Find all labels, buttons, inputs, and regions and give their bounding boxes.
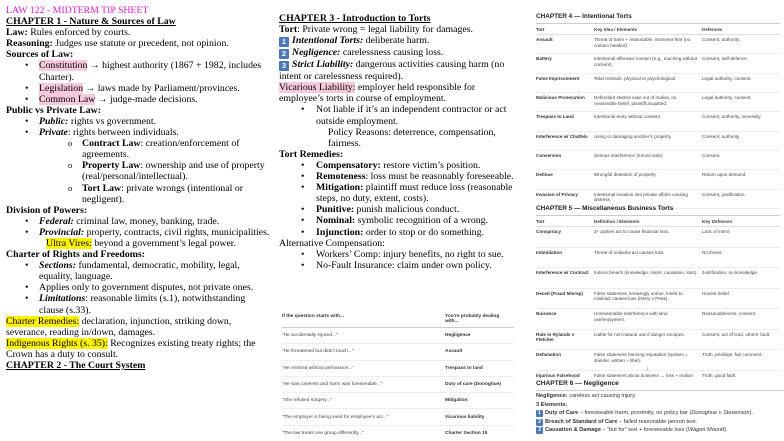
chapter-1-column xyxy=(0,0,272,441)
table-cell: Consent, authority, necessity. xyxy=(702,114,762,120)
column-header: Key Idea / Elements xyxy=(594,26,638,32)
list-item: • Constitution → highest authority (1867 + 1982, includes Charter). xyxy=(6,60,272,82)
table-row xyxy=(536,309,780,330)
chapter-1-heading: CHAPTER 1 - Nature & Sources of Law xyxy=(6,16,176,28)
charter-list xyxy=(6,260,272,315)
table-cell: “He was careless and harm was foreseeable...” xyxy=(282,382,383,388)
table-cell: Legal authority, consent. xyxy=(702,75,752,81)
table-cell: Assault xyxy=(445,349,463,355)
table-cell: Vicarious liability xyxy=(445,414,485,420)
table-cell: Consent, justification. xyxy=(702,191,746,197)
page-title: LAW 122 - MIDTERM TIP SHEET xyxy=(6,5,149,16)
table-cell: Reasonableness, consent. xyxy=(702,311,757,317)
table-cell: “The employer is being sued for employee’s act...” xyxy=(282,414,389,420)
table-cell: Intentional offensive contact (e.g., touching without consent). xyxy=(594,56,698,68)
table-cell: Intentional entry without consent. xyxy=(594,114,662,120)
table-cell: Legal authority, consent. xyxy=(702,95,752,101)
table-cell: Mitigation xyxy=(445,398,468,404)
table-body xyxy=(536,227,780,391)
table-cell: Unreasonable interference with land use/enjoyment. xyxy=(594,311,668,322)
column-header: You’re probably dealing with... xyxy=(445,314,500,324)
law-definition: Law: Rules enforced by courts. xyxy=(6,27,131,39)
table-cell: Induce breach (knowledge, intent, causation, loss). xyxy=(594,270,698,276)
table-row xyxy=(536,54,780,73)
table-cell: Negligence xyxy=(445,333,471,339)
table-row xyxy=(536,289,780,310)
keycap-number-icon: 1 xyxy=(536,410,543,417)
table-row xyxy=(536,74,780,93)
table-row xyxy=(536,151,780,170)
table-cell: Intimidation xyxy=(536,249,563,255)
table-cell: Liable for non-natural use if danger escapes. xyxy=(594,331,685,337)
table-cell: Defamation xyxy=(536,352,562,358)
list-item: • Legislation → laws made by Parliament/provinces. xyxy=(6,83,272,94)
chevron-down-icon: ↓ xyxy=(646,366,649,372)
tort-type-2: 2 Negligence: carelessness causing loss. xyxy=(279,47,520,59)
table-cell: Wrongful detention of property. xyxy=(594,172,657,178)
public-private-list xyxy=(6,116,272,205)
table-row xyxy=(282,361,514,377)
column-header: Tort xyxy=(536,26,545,32)
column-header: Definition / Elements xyxy=(594,218,640,224)
table-row xyxy=(282,426,514,441)
table-cell: “She refused surgery...” xyxy=(282,398,333,404)
table-row xyxy=(536,170,780,189)
vicarious-liability: Vicarious Liability: employer held responsible for employee’s torts in course of employment. xyxy=(279,82,476,105)
table-row xyxy=(536,132,780,151)
question-pattern-table xyxy=(282,314,514,441)
table-cell: “He threatened but didn’t touch...” xyxy=(282,349,354,355)
tort-definition: Tort: Private wrong = legal liability for damages. xyxy=(279,24,473,36)
element-2: 2 Breach of Standard of Care – failed reasonable person test. xyxy=(536,418,784,426)
table-cell: Consent, authority. xyxy=(702,37,741,43)
table-cell: Serious interference (forced sale). xyxy=(594,152,664,158)
table-row xyxy=(536,112,780,131)
list-item: • Remoteness: loss must be reasonably foreseeable. xyxy=(279,171,520,182)
table-cell: Nuisance xyxy=(536,311,557,317)
list-item: • Limitations: reasonable limits (s.1), notwithstanding clause (s.33). xyxy=(6,293,272,315)
column-header: Defences xyxy=(702,26,723,32)
elements-heading: 3 Elements: xyxy=(536,401,568,408)
table-cell: Threat of unlawful act causes loss. xyxy=(594,249,665,255)
list-item: • Injunction: order to stop or do something. xyxy=(279,227,520,238)
table-cell: False statement about business → loss + malice. xyxy=(594,372,694,378)
list-item: • Applies only to government disputes, not private ones. xyxy=(6,282,272,293)
table-cell: “He entered without permission...” xyxy=(282,365,354,371)
table-body xyxy=(536,35,780,209)
alt-comp-heading: Alternative Compensation: xyxy=(279,237,385,249)
remedies-list xyxy=(279,160,520,238)
public-private-heading: Public vs Private Law: xyxy=(6,104,101,116)
table-cell: Invasion of Privacy xyxy=(536,191,578,197)
reasoning-definition: Reasoning: Judges use statute or precedent, not opinion. xyxy=(6,38,229,50)
keycap-number-icon: 2 xyxy=(279,49,289,59)
table-cell: Truth, good faith. xyxy=(702,372,737,378)
table-cell: Conspiracy xyxy=(536,229,562,235)
list-item: • Compensatory: restore victim’s position. xyxy=(279,160,520,171)
list-item: • Provincial: property, contracts, civil rights, municipalities. xyxy=(6,227,272,238)
table-cell: Injurious Falsehood xyxy=(536,372,580,378)
table-row xyxy=(536,350,780,371)
list-item: • Not liable if it’s an independent contractor or act outside employment. xyxy=(279,104,520,126)
table-cell: Intentional invasion into private affairs causing distress. xyxy=(594,191,688,203)
table-cell: Charter Section 15 xyxy=(445,430,488,436)
chapter-5-table xyxy=(536,206,780,391)
table-cell: Trespass to land xyxy=(445,365,483,371)
ultra-vires-note: Ultra Vires: beyond a government’s legal power. xyxy=(46,237,236,249)
list-item: • Common Law → judge-made decisions. xyxy=(6,94,272,105)
list-item: • No-Fault Insurance: claim under own policy. xyxy=(279,260,520,271)
sources-list xyxy=(6,60,272,104)
column-header: If the question starts with... xyxy=(282,314,345,319)
table-cell: False Imprisonment xyxy=(536,75,580,81)
table-cell: False statement, knowingly untrue, intent to mislead, causes loss (Derry v Peek). xyxy=(594,290,683,302)
element-3: 3 Causation & Damage – “but for” test + foreseeable loss (Wagon Mound). xyxy=(536,426,784,434)
list-item: • Federal: criminal law, money, banking, trade. xyxy=(6,216,272,227)
tort-type-3: 3 Strict Liability: dangerous activities causing harm (no intent or carelessness required). xyxy=(279,59,505,83)
tort-type-1: 1 Intentional Torts: deliberate harm. xyxy=(279,35,520,47)
table-row xyxy=(282,409,514,425)
table-cell: Lack of intent. xyxy=(702,229,731,235)
division-powers-list xyxy=(6,216,272,238)
keycap-number-icon: 2 xyxy=(536,419,543,426)
table-cell: Assault xyxy=(536,37,553,43)
table-header xyxy=(536,216,780,228)
list-item: • Mitigation: plaintiff must reduce loss (reasonable steps, no duty, extent, costs). xyxy=(279,182,520,204)
list-item: • Punitive: punish malicious conduct. xyxy=(279,204,520,215)
list-item: • Workers’ Comp: injury benefits, no right to sue. xyxy=(279,249,520,260)
chapter-6-section xyxy=(536,380,784,434)
chapter-6-heading: CHAPTER 6 — Negligence xyxy=(536,380,784,391)
chapter-4-heading: CHAPTER 4 — Intentional Torts xyxy=(536,14,780,24)
table-row xyxy=(536,268,780,289)
list-item: • Public: rights vs government. xyxy=(6,116,272,127)
sources-heading: Sources of Law: xyxy=(6,49,74,61)
alt-comp-list xyxy=(279,249,520,271)
charter-heading: Charter of Rights and Freedoms: xyxy=(6,249,145,261)
indigenous-rights: Indigenous Rights (s. 35): Recognizes existing treaty rights; the Crown has a duty to consult. xyxy=(6,337,256,360)
tables-column xyxy=(522,0,784,441)
question-rows xyxy=(282,328,514,441)
charter-remedies: Charter Remedies: declaration, injunction, striking down, severance, reading in/down, damages. xyxy=(6,315,232,338)
table-cell: “He accidentally injured...” xyxy=(282,333,338,339)
table-header xyxy=(536,24,780,36)
chapter-5-heading: CHAPTER 5 — Miscellaneous Business Torts xyxy=(536,206,780,216)
table-cell: No threat. xyxy=(702,249,723,255)
division-powers-heading: Division of Powers: xyxy=(6,204,88,216)
list-item: • Nominal: symbolic recognition of a wrong. xyxy=(279,215,520,226)
table-cell: Rule in Rylands v Fletcher xyxy=(536,331,575,343)
table-row xyxy=(282,393,514,409)
table-cell: Threat of harm + reasonable, imminent fear (no contact needed). xyxy=(594,37,691,48)
table-cell: Defendant started case out of malice, no reasonable belief, plaintiff acquitted. xyxy=(594,95,677,106)
keycap-number-icon: 3 xyxy=(536,427,543,434)
table-cell: Consent, authority. xyxy=(702,133,741,139)
table-cell: Total restraint, physical or psychological. xyxy=(594,75,677,81)
chapter-2-heading: CHAPTER 2 - The Court System xyxy=(6,360,146,371)
list-item: o Contract Law: creation/enforcement of agreements. xyxy=(6,138,272,160)
table-row xyxy=(536,35,780,54)
table-cell: Consent. xyxy=(702,152,721,158)
table-cell: Interference w/ Contract xyxy=(536,270,589,276)
column-header: Key Defences xyxy=(702,218,733,224)
table-header xyxy=(282,314,514,328)
list-item: • Sections: fundamental, democratic, mobility, legal, equality, language. xyxy=(6,260,272,282)
table-row xyxy=(536,227,780,248)
table-row xyxy=(282,344,514,360)
list-item: o Tort Law: private wrongs (intentional or negligent). xyxy=(6,183,272,205)
table-row xyxy=(536,330,780,351)
table-row xyxy=(536,248,780,269)
keycap-number-icon: 1 xyxy=(279,37,289,47)
table-cell: Return upon demand. xyxy=(702,172,747,178)
table-cell: Consent, act of God, others’ fault. xyxy=(702,331,771,337)
table-row xyxy=(536,93,780,112)
vicarious-list xyxy=(279,104,520,126)
table-cell: 2+ parties act to cause financial loss. xyxy=(594,229,670,235)
chapter-4-table xyxy=(536,14,780,209)
table-row xyxy=(282,328,514,344)
list-item: o Property Law: ownership and use of property (real/personal/intellectual). xyxy=(6,160,272,182)
element-1: 1 Duty of Care – foreseeable harm, proximity, no policy bar (Donoghue v Stevenson). xyxy=(536,409,784,417)
tort-remedies-heading: Tort Remedies: xyxy=(279,148,344,160)
policy-reasons: Policy Reasons: deterrence, compensation, fairness. xyxy=(328,126,496,149)
negligence-definition: Negligence: careless act causing injury. xyxy=(536,393,637,400)
table-cell: Honest belief. xyxy=(702,290,731,296)
table-cell: False statement harming reputation (spoken = slander, written = libel). xyxy=(594,352,688,363)
table-cell: Truth, privilege, fair comment. xyxy=(702,352,763,358)
column-header: Tort xyxy=(536,218,545,224)
list-item: • Private: rights between individuals. xyxy=(6,127,272,138)
chapter-3-heading: CHAPTER 3 - Introduction to Torts xyxy=(279,13,431,24)
table-cell: Interference w/ Chattels xyxy=(536,133,588,139)
table-cell: Conversion xyxy=(536,152,562,158)
table-cell: Duty of care (Donoghue) xyxy=(445,382,501,388)
table-cell: Malicious Prosecution xyxy=(536,95,585,101)
table-cell: Detinue xyxy=(536,172,553,178)
table-cell: Using or damaging another’s property. xyxy=(594,133,672,139)
table-row xyxy=(282,377,514,393)
table-cell: Trespass to Land xyxy=(536,114,574,120)
table-cell: “The law treats one group differently...” xyxy=(282,430,364,436)
table-cell: Battery xyxy=(536,56,552,62)
table-cell: Deceit (Fraud Misrep) xyxy=(536,290,583,296)
keycap-number-icon: 3 xyxy=(279,61,289,71)
table-cell: Justification, no knowledge. xyxy=(702,270,759,276)
table-cell: Consent, self-defence. xyxy=(702,56,748,62)
